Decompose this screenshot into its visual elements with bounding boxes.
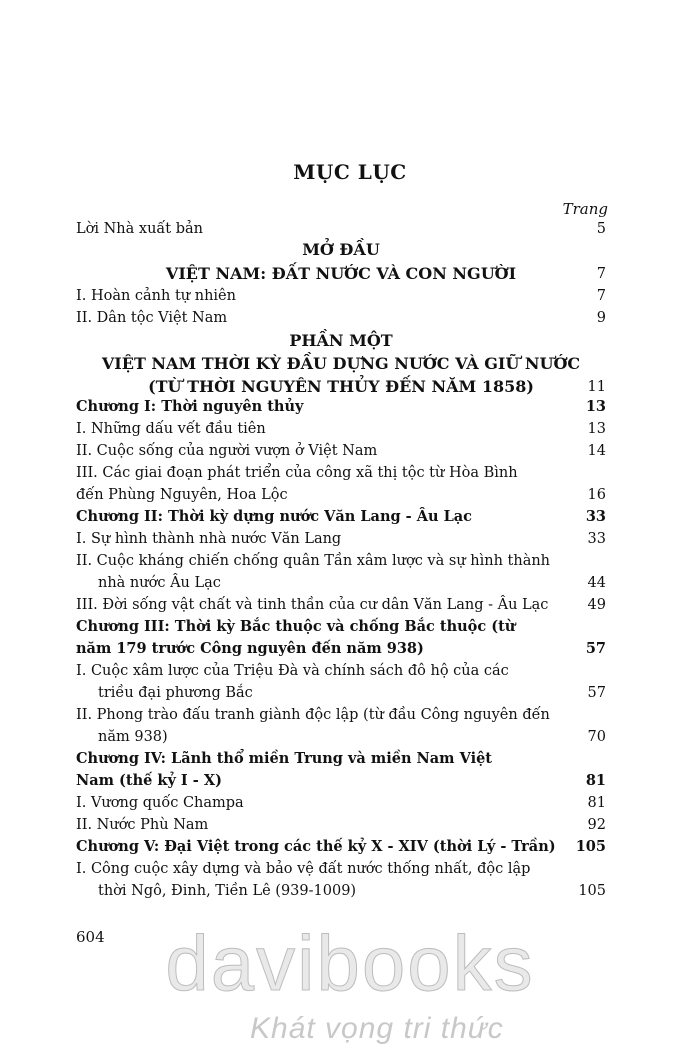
- page-ref: 70: [587, 729, 606, 745]
- page-ref: 5: [596, 221, 606, 237]
- intro-heading: MỞ ĐẦU: [302, 240, 380, 259]
- watermark-brand: davibooks: [165, 919, 535, 1007]
- page-ref: 14: [587, 443, 606, 459]
- page-ref: 16: [587, 487, 606, 503]
- page-ref: 9: [596, 310, 606, 326]
- toc-entry: I. Công cuộc xây dựng và bảo vệ đất nước thống nhất, độc lập thời Ngô, Đinh, Tiền Lê (939-1009) 105: [76, 858, 606, 902]
- page-ref: 92: [587, 817, 606, 833]
- page-ref: 105: [578, 883, 606, 899]
- page-ref: 33: [587, 531, 606, 547]
- page-ref: 44: [587, 575, 606, 591]
- toc-entry: I. Vương quốc Champa 81: [76, 792, 606, 814]
- toc-entry: II. Phong trào đấu tranh giành độc lập (từ đầu Công nguyên đến năm 938) 70: [76, 704, 606, 748]
- intro-subheading: VIỆT NAM: ĐẤT NƯỚC VÀ CON NGƯỜI 7: [76, 262, 606, 286]
- page-column-header: Trang: [562, 200, 608, 218]
- page-ref: 7: [596, 288, 606, 304]
- watermark-slogan: Khát vọng tri thức: [250, 1012, 504, 1045]
- toc-entry: I. Cuộc xâm lược của Triệu Đà và chính sách đô hộ của các triều đại phương Bắc 57: [76, 660, 606, 704]
- page-ref: 105: [575, 838, 606, 855]
- toc-entry: II. Nước Phù Nam 92: [76, 814, 606, 836]
- chapter-4-title: Chương IV: Lãnh thổ miền Trung và miền Nam Việt Nam (thế kỷ I - X) 81: [76, 748, 606, 792]
- page-ref: 7: [596, 266, 606, 282]
- page-title: MỤC LỤC: [293, 160, 407, 184]
- part1-subtitle: (TỪ THỜI NGUYÊN THỦY ĐẾN NĂM 1858) 11: [76, 375, 606, 399]
- page-ref: 57: [587, 685, 606, 701]
- toc-entry: II. Cuộc sống của người vượn ở Việt Nam 14: [76, 440, 606, 462]
- toc-entry: I. Sự hình thành nhà nước Văn Lang 33: [76, 528, 606, 550]
- toc-entry: I. Hoàn cảnh tự nhiên 7: [76, 285, 606, 307]
- page-ref: 13: [585, 398, 606, 415]
- chapter-5-title: Chương V: Đại Việt trong các thế kỷ X - XIV (thời Lý - Trần) 105: [76, 836, 606, 858]
- page-ref: 13: [587, 421, 606, 437]
- page-ref: 11: [587, 379, 606, 395]
- toc-entry: II. Cuộc kháng chiến chống quân Tần xâm lược và sự hình thành nhà nước Âu Lạc 44: [76, 550, 606, 594]
- toc-entry-front: Lời Nhà xuất bản 5: [76, 218, 606, 240]
- page-ref: 33: [585, 508, 606, 525]
- chapter-2-title: Chương II: Thời kỳ dựng nước Văn Lang - Âu Lạc 33: [76, 506, 606, 528]
- page-ref: 57: [585, 640, 606, 657]
- part1-title: VIỆT NAM THỜI KỲ ĐẦU DỰNG NƯỚC VÀ GIỮ NƯỚC: [101, 354, 581, 373]
- page-ref: 49: [587, 597, 606, 613]
- toc-entry: I. Những dấu vết đầu tiên 13: [76, 418, 606, 440]
- chapter-3-title: Chương III: Thời kỳ Bắc thuộc và chống Bắc thuộc (từ năm 179 trước Công nguyên đến năm 938) 57: [76, 616, 606, 660]
- page-number: 604: [76, 928, 105, 946]
- part1-heading: PHẦN MỘT: [289, 331, 393, 350]
- toc-entry: II. Dân tộc Việt Nam 9: [76, 307, 606, 329]
- page-ref: 81: [587, 795, 606, 811]
- toc-entry: III. Đời sống vật chất và tinh thần của cư dân Văn Lang - Âu Lạc 49: [76, 594, 606, 616]
- chapter-1-title: Chương I: Thời nguyên thủy 13: [76, 396, 606, 418]
- page-ref: 81: [585, 772, 606, 789]
- toc-entry: III. Các giai đoạn phát triển của công xã thị tộc từ Hòa Bình đến Phùng Nguyên, Hoa Lộc 16: [76, 462, 606, 506]
